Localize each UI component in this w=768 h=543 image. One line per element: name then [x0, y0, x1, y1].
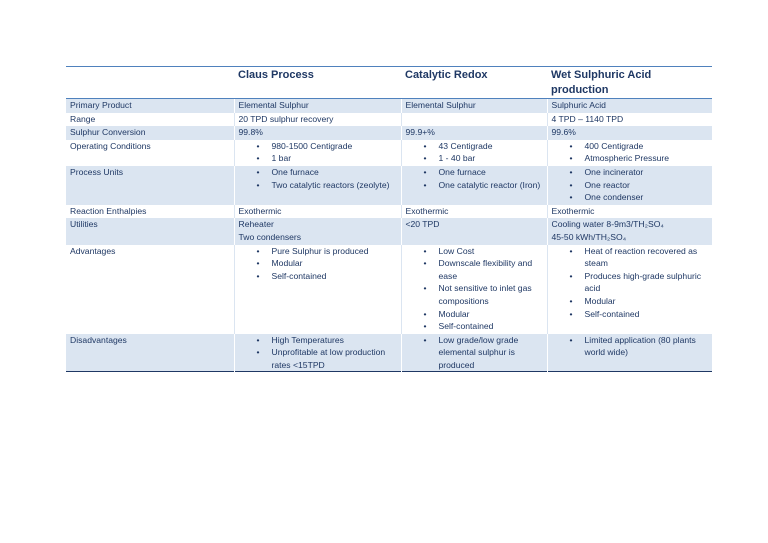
row-label: Advantages — [66, 244, 234, 333]
table-row-operating-conditions — [66, 139, 712, 165]
cell-claus — [234, 333, 401, 372]
bullet-list — [239, 166, 397, 191]
list-item: • High Temperatures — [257, 334, 397, 347]
row-label: Sulphur Conversion — [66, 126, 234, 140]
cell-redox: 99.9+% — [401, 126, 547, 140]
process-comparison-table — [66, 66, 712, 372]
list-item: • Two catalytic reactors (zeolyte) — [257, 179, 397, 192]
list-item: • Downscale flexibility and ease — [424, 257, 543, 282]
cell-claus: 99.8% — [234, 126, 401, 140]
cell-wsa — [547, 165, 712, 204]
header-claus-process: Claus Process — [234, 67, 401, 99]
row-label: Process Units — [66, 165, 234, 204]
list-item: • Unprofitable at low production rates <15TPD — [257, 346, 397, 371]
bullet-list — [406, 245, 543, 333]
table-row-primary-product — [66, 99, 712, 113]
cell-wsa — [547, 244, 712, 333]
list-item: • Modular — [570, 295, 709, 308]
row-label: Disadvantages — [66, 333, 234, 372]
list-item: • Modular — [424, 308, 543, 321]
list-item: • Self-contained — [257, 270, 397, 283]
list-item: • One incinerator — [570, 166, 709, 179]
cell-redox — [401, 333, 547, 372]
cell-redox — [401, 112, 547, 126]
bullet-list — [406, 166, 543, 191]
cell-claus — [234, 165, 401, 204]
table-row-sulphur-conversion — [66, 126, 712, 140]
table-row-disadvantages — [66, 333, 712, 372]
bullet-list — [552, 140, 709, 165]
list-item: • Limited application (80 plants world wide) — [570, 334, 709, 359]
list-item: • Not sensitive to inlet gas compositions — [424, 282, 543, 307]
list-item: • Low Cost — [424, 245, 543, 258]
cell-claus: Elemental Sulphur — [234, 99, 401, 113]
list-item: • Low grade/low grade elemental sulphur is produced — [424, 334, 543, 372]
cell-wsa: Sulphuric Acid — [547, 99, 712, 113]
list-item: • Atmospheric Pressure — [570, 152, 709, 165]
text-line: 45-50 kWh/TH₂SO₄ — [551, 231, 627, 242]
table-row-reaction-enthalpies — [66, 204, 712, 218]
table-row-utilities — [66, 218, 712, 244]
header-wet-sulphuric-acid: Wet Sulphuric Acid production — [547, 67, 712, 99]
bullet-list — [406, 334, 543, 372]
list-item: • Self-contained — [570, 308, 709, 321]
cell-claus: Exothermic — [234, 204, 401, 218]
table-row-advantages — [66, 244, 712, 333]
text-line: Two condensers — [238, 231, 302, 242]
list-item: • One catalytic reactor (Iron) — [424, 179, 543, 192]
list-item: • Produces high-grade sulphuric acid — [570, 270, 709, 295]
cell-redox — [401, 244, 547, 333]
cell-claus: 20 TPD sulphur recovery — [234, 112, 401, 126]
bullet-list — [239, 334, 397, 372]
cell-claus — [234, 218, 401, 244]
list-item: • One reactor — [570, 179, 709, 192]
list-item: • One condenser — [570, 191, 709, 204]
list-item: • 980-1500 Centigrade — [257, 140, 397, 153]
list-item: • 43 Centigrade — [424, 140, 543, 153]
bullet-list — [406, 140, 543, 165]
cell-redox — [401, 165, 547, 204]
row-label: Primary Product — [66, 99, 234, 113]
row-label: Operating Conditions — [66, 139, 234, 165]
list-item: • Self-contained — [424, 320, 543, 333]
cell-wsa: Exothermic — [547, 204, 712, 218]
bullet-list — [552, 245, 709, 321]
bullet-list — [239, 140, 397, 165]
cell-wsa: 4 TPD – 1140 TPD — [547, 112, 712, 126]
list-item: • Modular — [257, 257, 397, 270]
cell-redox: Exothermic — [401, 204, 547, 218]
row-label: Range — [66, 112, 234, 126]
table-row-process-units — [66, 165, 712, 204]
text-line: <20 TPD — [405, 219, 440, 230]
list-item: • Pure Sulphur is produced — [257, 245, 397, 258]
cell-claus — [234, 244, 401, 333]
cell-wsa: 99.6% — [547, 126, 712, 140]
list-item: • 1 - 40 bar — [424, 152, 543, 165]
list-item: • One furnace — [424, 166, 543, 179]
cell-wsa — [547, 333, 712, 372]
list-item: • 1 bar — [257, 152, 397, 165]
header-empty — [66, 67, 234, 99]
bullet-list — [239, 245, 397, 283]
table-header-row — [66, 67, 712, 99]
text-line: Reheater — [238, 219, 274, 230]
row-label: Utilities — [66, 218, 234, 244]
bullet-list — [552, 334, 709, 359]
list-item: • 400 Centigrade — [570, 140, 709, 153]
cell-claus — [234, 139, 401, 165]
cell-redox — [401, 218, 547, 244]
row-label: Reaction Enthalpies — [66, 204, 234, 218]
table-row-range — [66, 112, 712, 126]
cell-wsa — [547, 218, 712, 244]
list-item: • One furnace — [257, 166, 397, 179]
cell-wsa — [547, 139, 712, 165]
bullet-list — [552, 166, 709, 204]
cell-redox — [401, 139, 547, 165]
cell-redox: Elemental Sulphur — [401, 99, 547, 113]
list-item: • Heat of reaction recovered as steam — [570, 245, 709, 270]
header-catalytic-redox: Catalytic Redox — [401, 67, 547, 99]
text-line: Cooling water 8-9m3/TH₂SO₄ — [551, 219, 664, 230]
